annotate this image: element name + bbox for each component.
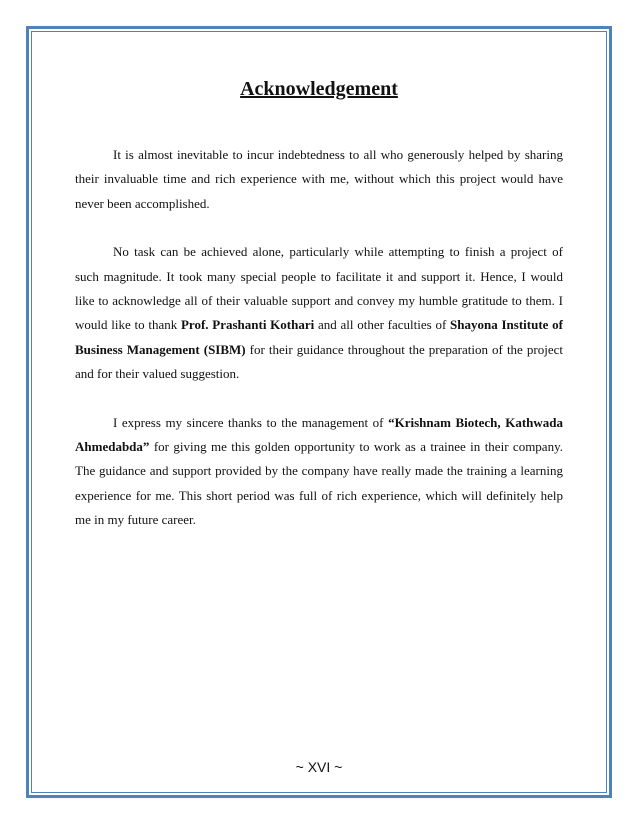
professor-name: Prof. Prashanti Kothari: [180, 317, 315, 333]
company-name: “Krishnam Biotech, Kathwada Ahmedabda”: [75, 414, 564, 455]
page-title: Acknowledgement: [240, 78, 398, 100]
institute-name: Shayona Institute of Business Management (SIBM): [75, 317, 563, 357]
text-run: I express my sincere thanks to the management of: [113, 414, 389, 430]
text-run: for their guidance throughout the preparation of the project and for their valued suggestion.: [75, 341, 563, 382]
page-number: ~ XVI ~: [295, 759, 343, 775]
text-run: and all other faculties of: [314, 317, 451, 333]
paragraph-2: [75, 240, 563, 386]
acknowledgement-body: [75, 143, 563, 533]
paragraph-3: [75, 411, 563, 533]
text-run: for giving me this golden opportunity to work as a trainee in their company. The guidance and support provided by the company have really made the training a learning experience for me. This short period was full of rich experience, which will definitely help me in my future career.: [75, 439, 563, 528]
paragraph-1: [75, 143, 563, 216]
text-run: No task can be achieved alone, particularly while attempting to finish a project of such magnitude. It took many special people to facilitate it and support it. Hence, I would like to acknowledge all of their valuable support and convey my humble gratitude to them. I would like to thank: [75, 244, 563, 333]
text-run: It is almost inevitable to incur indebtedness to all who generously helped by sharing their invaluable time and rich experience with me, without which this project would have never been accomplished.: [75, 147, 563, 211]
